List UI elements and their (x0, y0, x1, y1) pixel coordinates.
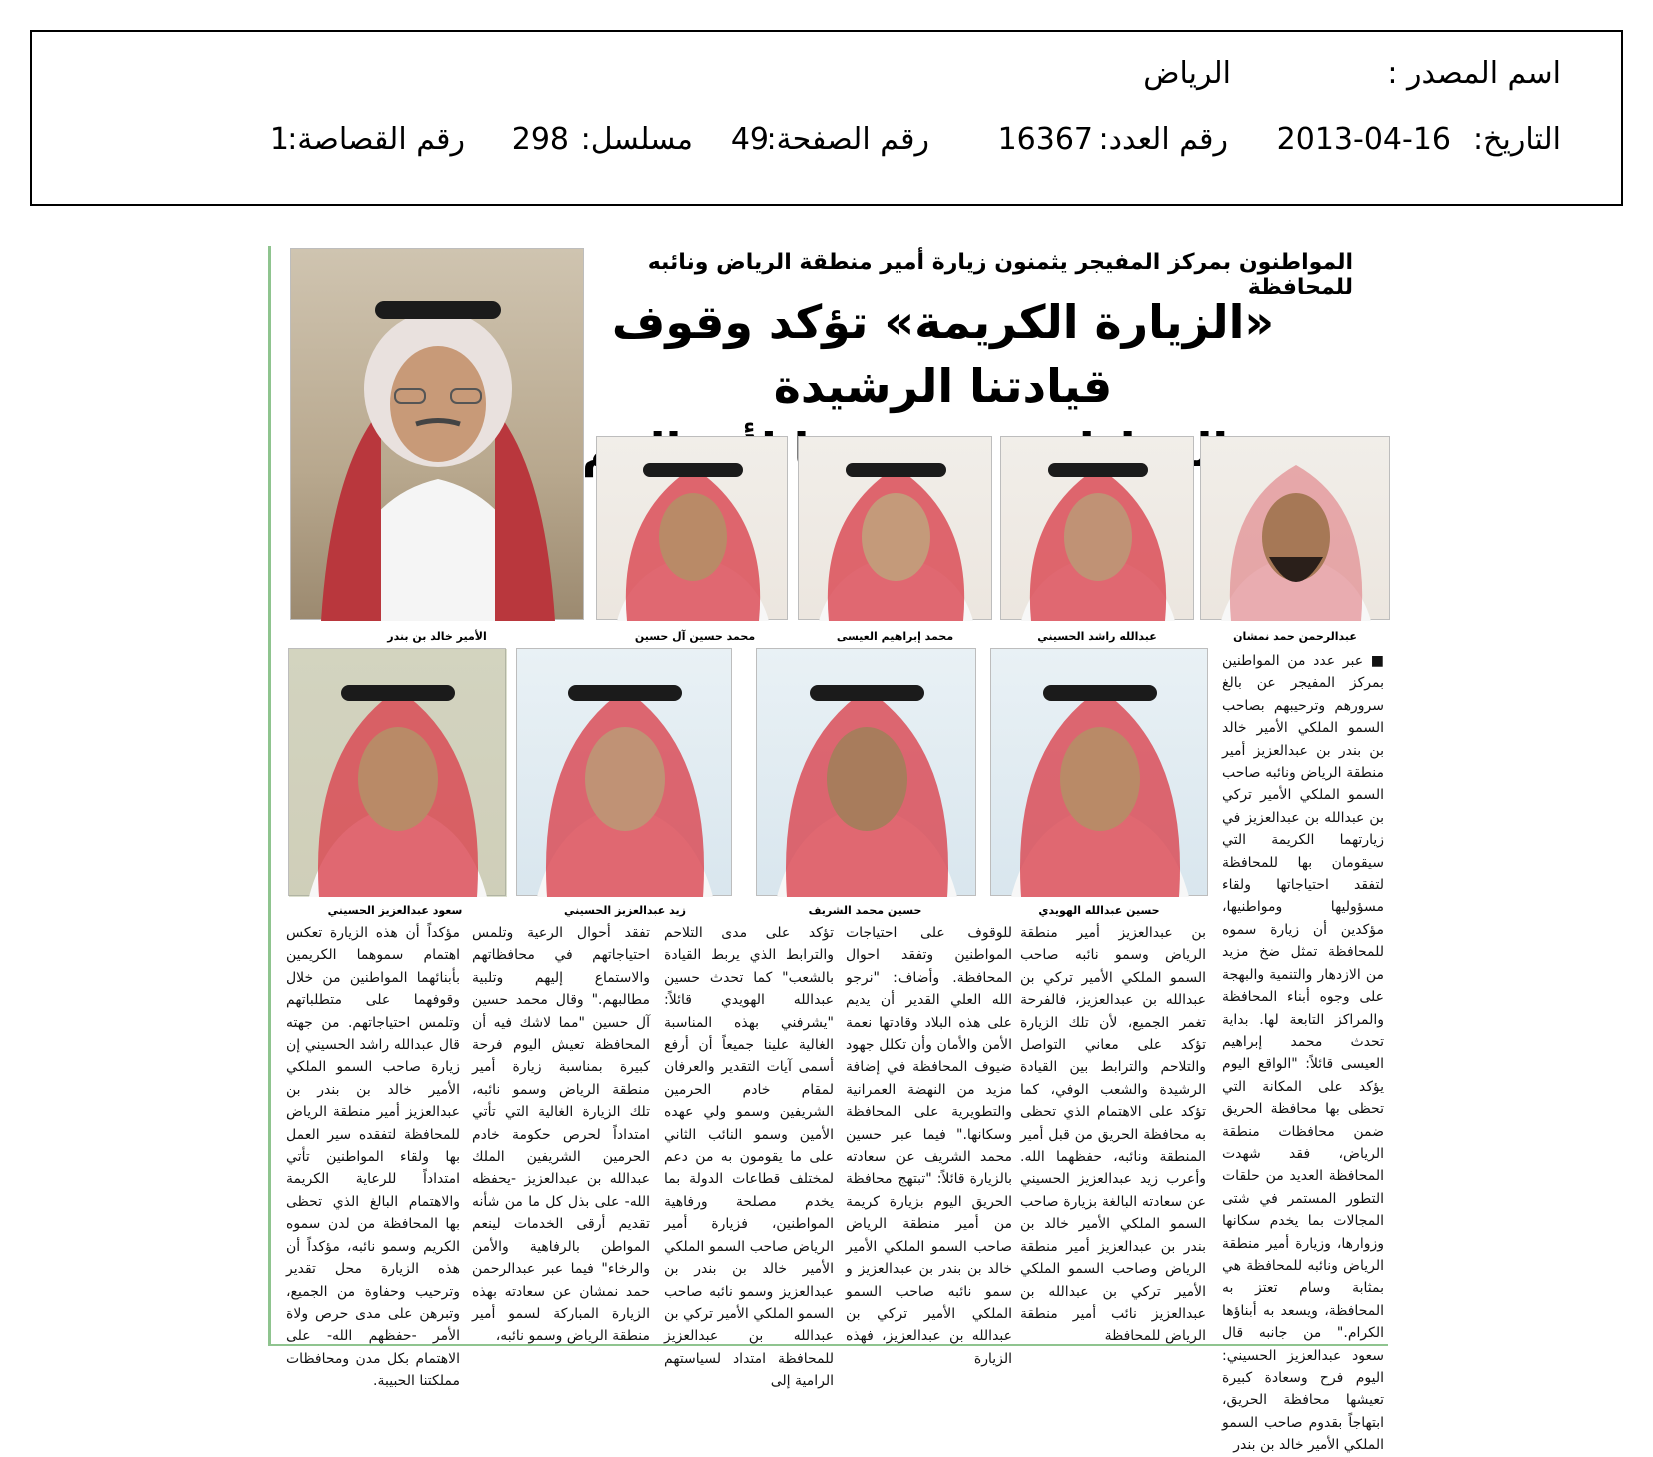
serial-label: مسلسل: (580, 122, 693, 157)
source-value: الرياض (1143, 56, 1231, 91)
issue-label: رقم العدد: (1098, 122, 1228, 157)
person-silhouette-icon (799, 437, 993, 621)
caption-p3: محمد إبراهيم العيسى (836, 630, 954, 643)
headline-line-1: «الزيارة الكريمة» تؤكد وقوف قيادتنا الرشيدة (611, 295, 1275, 413)
portrait-photo-3 (798, 436, 992, 620)
person-silhouette-icon (291, 249, 585, 621)
article-column-6 (286, 922, 460, 1390)
article-column-4 (664, 922, 834, 1390)
source-row (661, 54, 1561, 94)
clip-label: رقم القصاصة: (287, 122, 465, 157)
article-column-1 (1222, 650, 1384, 1454)
portrait-photo-1 (1200, 436, 1390, 620)
person-silhouette-icon (517, 649, 733, 897)
portrait-photo-6 (756, 648, 976, 896)
caption-p6: حسين محمد الشريف (808, 904, 922, 917)
column-6-text: مؤكداً أن هذه الزيارة تعكس اهتمام سموهما الكريمين بأبنائهما المواطنين من خلال وقوفهما على متطلباتهم وتلمس احتياجاتهم. من جهته قال عبدالله راشد الحسيني إن زيارة صاحب السمو الملكي الأمير خالد بن بندر بن عبدالعزيز أمير منطقة الرياض للمحافظة لتفقده سير العمل بها ولقاء المواطنين تأتي امتداداً للرعاية الكريمة والاهتمام البالغ الذي تحظى بها المحافظة من لدن سموه الكريم وسمو نائبه، مؤكداً أن هذه الزيارة محل تقدير وترحيب وحفاوة من الجميع، وتبرهن على مدى حرص ولاة الأمر -حفظهم الله- على الاهتمام بكل مدن ومحافظات مملكتنا الحبيبة. (286, 925, 460, 1390)
caption-p7: زيد عبدالعزيز الحسيني (564, 904, 686, 917)
clip-value: 1 (269, 122, 289, 157)
column-2-text: بن عبدالعزيز أمير منطقة الرياض وسمو نائبه صاحب السمو الملكي الأمير تركي بن عبدالله بن عبدالعزيز، فالفرحة تغمر الجميع، لأن تلك الزيارة تؤكد على معاني التواصل والتلاحم والترابط بين القيادة الرشيدة والشعب الوفي، كما تؤكد على الاهتمام الذي تحظى به محافظة الحريق من قبل أمير المنطقة ونائبه، حفظهما الله. وأعرب زيد عبدالعزيز الحسيني عن سعادته البالغة بزيارة صاحب السمو الملكي الأمير خالد بن بندر بن عبدالعزيز أمير منطقة الرياض وصاحب السمو الملكي الأمير تركي بن عبدالله بن عبدالعزيز نائب أمير منطقة الرياض للمحافظة (1020, 925, 1206, 1345)
portrait-photo-8 (288, 648, 506, 896)
portrait-photo-4 (596, 436, 788, 620)
clipping-left-rule (268, 246, 271, 1346)
column-5-text: تفقد أحوال الرعية وتلمس احتياجاتهم في محافظاتهم والاستماع إليهم وتلبية مطالبهم." وقال محمد حسين آل حسين "مما لاشك فيه أن المحافظة تعيش اليوم فرحة كبيرة بمناسبة زيارة أمير منطقة الرياض وسمو نائبه، تلك الزيارة الغالية التي تأتي امتداداً لحرص حكومة خادم الحرمين الشريفين الملك عبدالله بن عبدالعزيز -يحفظه الله- على بذل كل ما من شأنه تقديم أرقى الخدمات لينعم المواطن بالرفاهية والأمن والرخاء" فيما عبر عبدالرحمن حمد نمشان عن سعادته بهذه الزيارة المباركة لسمو أمير منطقة الرياض وسمو نائبه، (472, 925, 650, 1345)
article-column-2 (1020, 922, 1206, 1345)
article-kicker: المواطنون بمركز المفيجر يثمنون زيارة أمير منطقة الرياض ونائبه للمحافظة (647, 250, 1353, 300)
column-3-text: للوقوف على احتياجات المواطنين وتفقد احوال المحافظة. وأضاف: "نرجو الله العلي القدير أن يديم على هذه البلاد وقادتها نعمة الأمن والأمان وأن تكلل جهود ضيوف المحافظة في إضافة مزيد من النهضة العمرانية والتطويرية على المحافظة وسكانها." فيما عبر حسين محمد الشريف عن سعادته بالزيارة قائلاً: "تبتهج محافظة الحريق اليوم بزيارة كريمة من أمير منطقة الرياض صاحب السمو الملكي الأمير خالد بن بندر بن عبدالعزيز و سمو نائبه صاحب السمو الملكي الأمير تركي بن عبدالله بن عبدالعزيز، فهذه الزيارة (846, 925, 1012, 1367)
issue-value: 16367 (997, 122, 1093, 157)
column-4-text: تؤكد على مدى التلاحم والترابط الذي يربط القيادة بالشعب" كما تحدث حسين عبدالله الهويدي قائلاً: "يشرفني بهذه المناسبة الغالية علينا جميعاً أن أرفع أسمى آيات التقدير والعرفان لمقام خادم الحرمين الشريفين وسمو ولي عهده الأمين وسمو النائب الثاني على ما يقومون به من دعم لمختلف قطاعات الدولة بما يخدم مصلحة ورفاهية المواطنين، فزيارة أمير الرياض صاحب السمو الملكي الأمير خالد بن بندر بن عبدالعزيز وسمو نائبه صاحب السمو الملكي الأمير تركي بن عبدالله بن عبدالعزيز للمحافظة امتداد لسياستهم الرامية إلى (664, 925, 834, 1390)
person-silhouette-icon (597, 437, 789, 621)
clipping-metadata-box (30, 30, 1623, 206)
caption-p5: حسين عبدالله الهويدي (1038, 904, 1160, 917)
person-silhouette-icon (757, 649, 977, 897)
person-silhouette-icon (289, 649, 507, 897)
page-value: 49 (730, 122, 769, 157)
details-row (81, 120, 1561, 160)
article-column-5 (472, 922, 650, 1345)
source-label: اسم المصدر : (1387, 56, 1561, 91)
person-silhouette-icon (1001, 437, 1195, 621)
caption-p2: عبدالله راشد الحسيني (1037, 630, 1157, 643)
portrait-photo-7 (516, 648, 732, 896)
caption-p4: محمد حسين آل حسين (634, 630, 756, 643)
date-label: التاريخ: (1473, 122, 1561, 157)
person-silhouette-icon (1201, 437, 1391, 621)
portrait-photo-2 (1000, 436, 1194, 620)
date-value: 2013-04-16 (1276, 122, 1451, 157)
column-1-text: ■ عبر عدد من المواطنين بمركز المفيجر عن بالغ سرورهم وترحيبهم بصاحب السمو الملكي الأمير خالد بن بندر بن عبدالعزيز أمير منطقة الرياض ونائبه صاحب السمو الملكي الأمير تركي بن عبدالله بن عبدالعزيز في زيارتهما الكريمة التي سيقومان بها للمحافظة لتفقد احتياجاتها ولقاء مسؤوليها ومواطنيها، مؤكدين أن زيارة سموه للمحافظة تمثل ضخ مزيد من الازدهار والتنمية والبهجة على وجوه أبناء المحافظة والمراكز التابعة لها. بداية تحدث محمد إبراهيم العيسى قائلاً: "الواقع اليوم يؤكد على المكانة التي تحظى بها محافظة الحريق ضمن محافظات منطقة الرياض، فقد شهدت المحافظة العديد من حلقات التطور المستمر في شتى المجالات بما يخدم سكانها وزوارها، وزيارة أمير منطقة الرياض ونائبه للمحافظة هي بمثابة وسام تعتز به المحافظة، ويسعد به أبناؤها الكرام." من جانبه قال سعود عبدالعزيز الحسيني: اليوم فرح وسعادة كبيرة تعيشها محافظة الحريق، ابتهاجاً بقدوم صاحب السمو الملكي الأمير خالد بن بندر (1222, 653, 1384, 1454)
caption-p1: عبدالرحمن حمد نمشان (1233, 630, 1357, 643)
article-column-3 (846, 922, 1012, 1367)
prince-portrait-photo (290, 248, 584, 620)
portrait-photo-5 (990, 648, 1208, 896)
caption-prince: الأمير خالد بن بندر (387, 630, 487, 643)
page-label: رقم الصفحة: (766, 122, 929, 157)
caption-p8: سعود عبدالعزيز الحسيني (327, 904, 463, 917)
serial-value: 298 (511, 122, 569, 157)
person-silhouette-icon (991, 649, 1209, 897)
